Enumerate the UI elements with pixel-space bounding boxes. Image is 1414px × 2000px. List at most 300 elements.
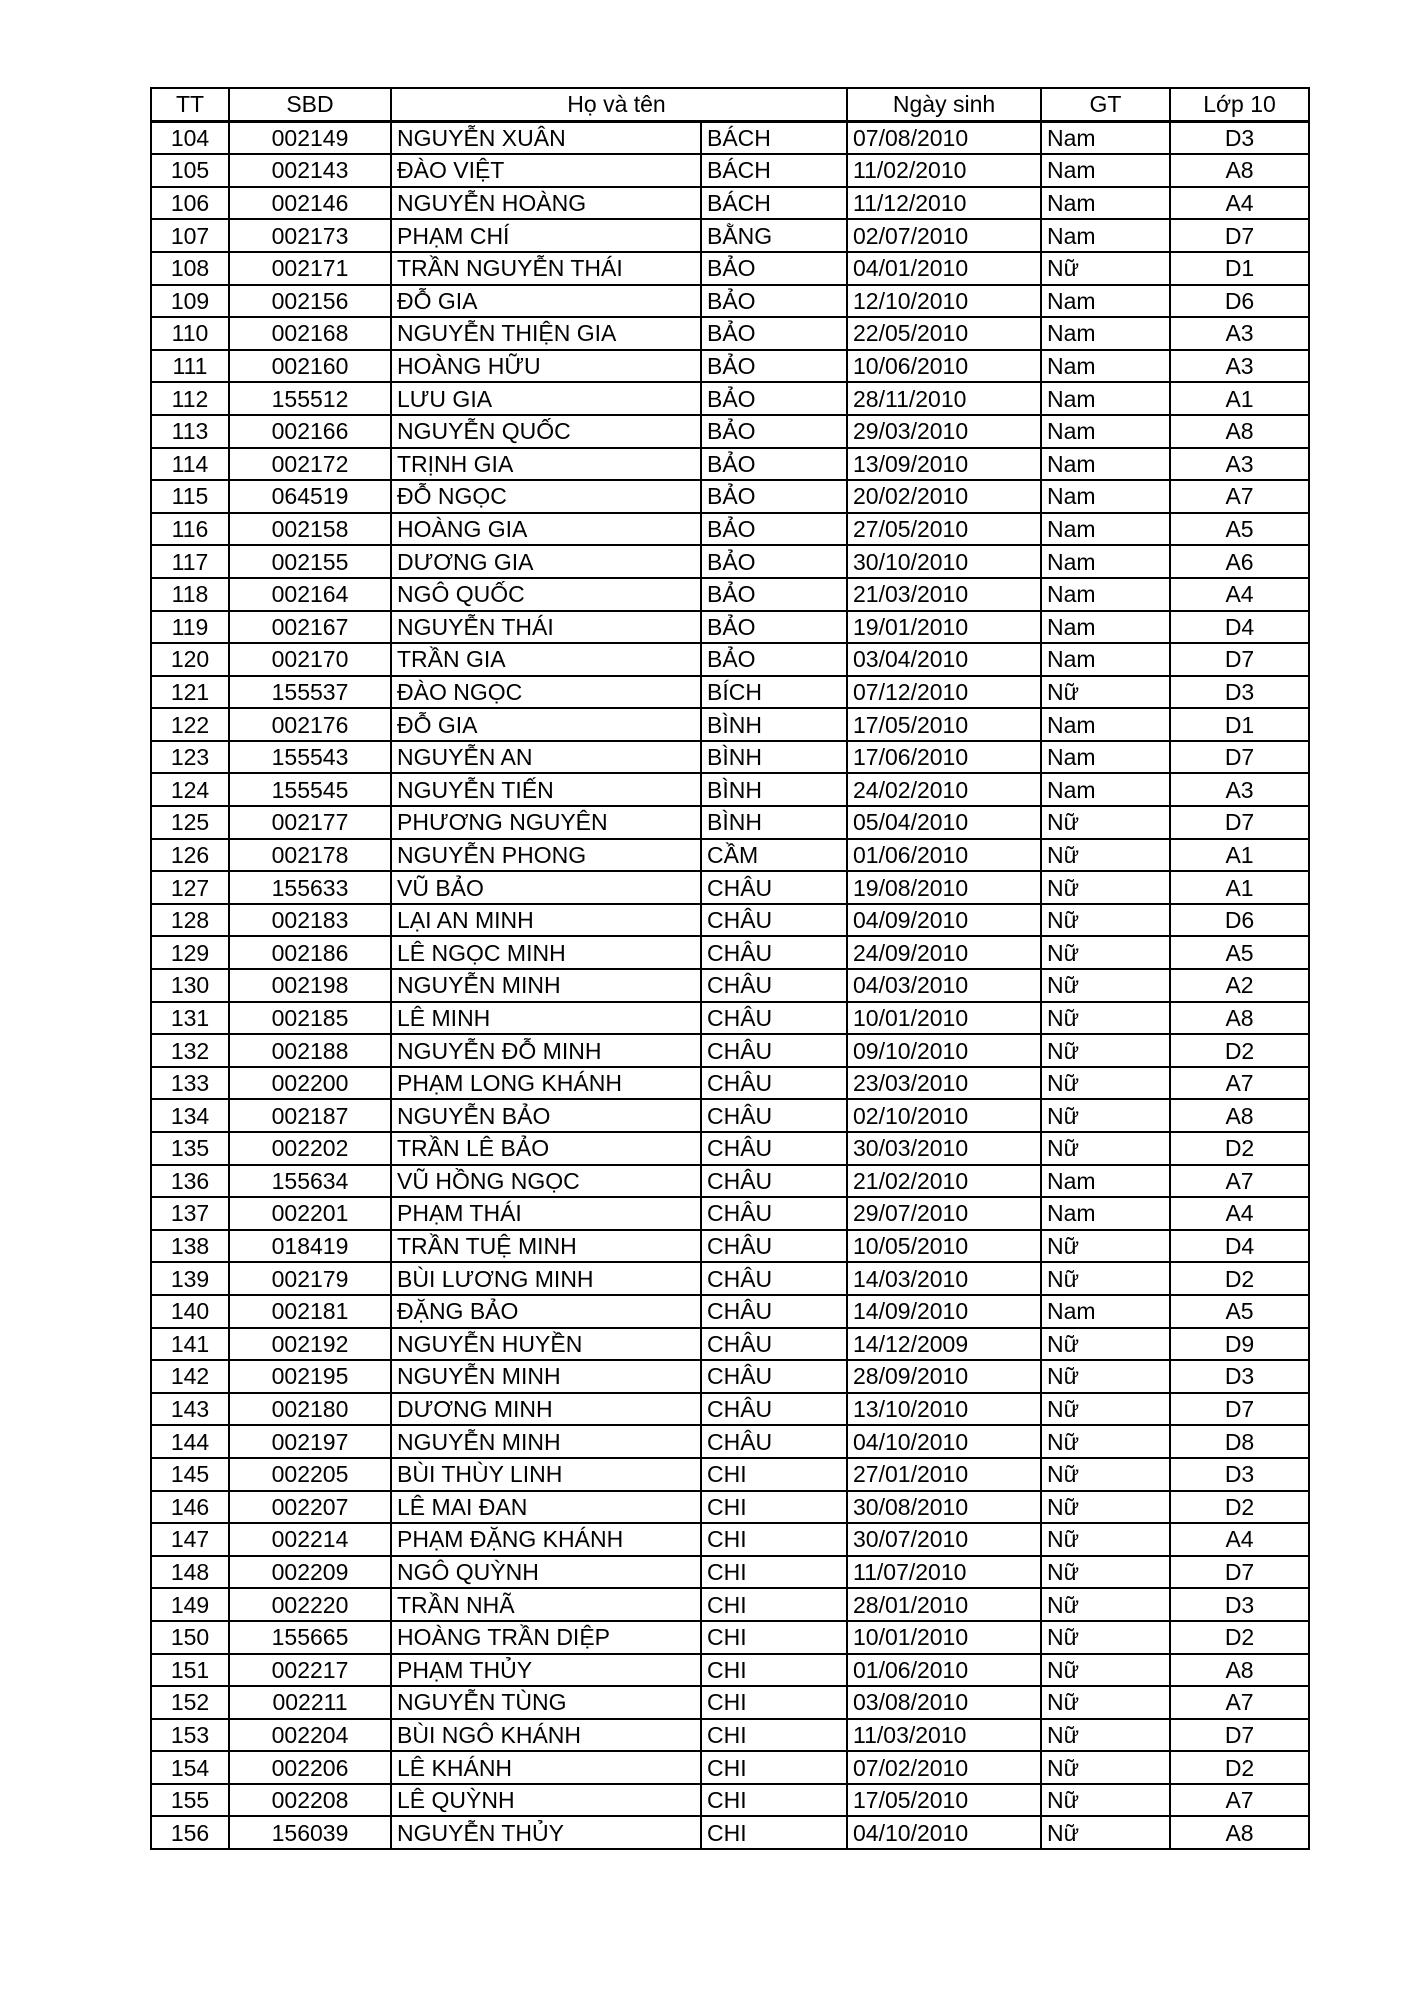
cell-ho-dem: DƯƠNG MINH bbox=[391, 1393, 701, 1426]
cell-ho-dem: NGUYỄN THỦY bbox=[391, 1816, 701, 1849]
cell-lop: D2 bbox=[1170, 1132, 1309, 1165]
cell-tt: 110 bbox=[151, 317, 229, 350]
cell-ten: CHÂU bbox=[701, 1360, 847, 1393]
cell-lop: D1 bbox=[1170, 708, 1309, 741]
cell-ten: CHÂU bbox=[701, 1425, 847, 1458]
cell-ten: CHI bbox=[701, 1719, 847, 1752]
table-row bbox=[151, 545, 1309, 578]
cell-sbd: 002170 bbox=[229, 643, 391, 676]
cell-ngay-sinh: 30/07/2010 bbox=[847, 1523, 1041, 1556]
cell-tt: 120 bbox=[151, 643, 229, 676]
cell-sbd: 002192 bbox=[229, 1328, 391, 1361]
cell-tt: 117 bbox=[151, 545, 229, 578]
cell-lop: A4 bbox=[1170, 1197, 1309, 1230]
cell-sbd: 002155 bbox=[229, 545, 391, 578]
header-gt: GT bbox=[1041, 88, 1170, 121]
cell-sbd: 002188 bbox=[229, 1034, 391, 1067]
cell-ngay-sinh: 22/05/2010 bbox=[847, 317, 1041, 350]
cell-ngay-sinh: 11/07/2010 bbox=[847, 1556, 1041, 1589]
cell-ngay-sinh: 19/01/2010 bbox=[847, 611, 1041, 644]
cell-gt: Nữ bbox=[1041, 1686, 1170, 1719]
cell-ngay-sinh: 10/05/2010 bbox=[847, 1230, 1041, 1263]
cell-ho-dem: NGUYỄN MINH bbox=[391, 1425, 701, 1458]
cell-ten: BẢO bbox=[701, 545, 847, 578]
cell-tt: 139 bbox=[151, 1262, 229, 1295]
cell-sbd: 155512 bbox=[229, 382, 391, 415]
cell-ten: CẦM bbox=[701, 839, 847, 872]
cell-lop: A3 bbox=[1170, 773, 1309, 806]
cell-sbd: 155537 bbox=[229, 676, 391, 709]
cell-gt: Nữ bbox=[1041, 969, 1170, 1002]
table-row bbox=[151, 1719, 1309, 1752]
cell-sbd: 002186 bbox=[229, 936, 391, 969]
cell-ngay-sinh: 07/02/2010 bbox=[847, 1751, 1041, 1784]
cell-lop: D6 bbox=[1170, 285, 1309, 318]
table-row bbox=[151, 1523, 1309, 1556]
header-sbd: SBD bbox=[229, 88, 391, 121]
table-row bbox=[151, 1132, 1309, 1165]
cell-ten: CHÂU bbox=[701, 1165, 847, 1198]
cell-ngay-sinh: 04/01/2010 bbox=[847, 252, 1041, 285]
cell-lop: A1 bbox=[1170, 839, 1309, 872]
cell-tt: 126 bbox=[151, 839, 229, 872]
cell-sbd: 155634 bbox=[229, 1165, 391, 1198]
table-row bbox=[151, 1197, 1309, 1230]
cell-tt: 154 bbox=[151, 1751, 229, 1784]
table-row bbox=[151, 871, 1309, 904]
cell-gt: Nữ bbox=[1041, 904, 1170, 937]
table-row bbox=[151, 1262, 1309, 1295]
cell-lop: A7 bbox=[1170, 1686, 1309, 1719]
cell-ngay-sinh: 11/12/2010 bbox=[847, 187, 1041, 220]
cell-gt: Nữ bbox=[1041, 839, 1170, 872]
cell-lop: D9 bbox=[1170, 1328, 1309, 1361]
table-row bbox=[151, 1621, 1309, 1654]
table-row bbox=[151, 806, 1309, 839]
cell-ho-dem: NGUYỄN AN bbox=[391, 741, 701, 774]
cell-sbd: 002160 bbox=[229, 350, 391, 383]
cell-ho-dem: ĐẶNG BẢO bbox=[391, 1295, 701, 1328]
cell-gt: Nam bbox=[1041, 317, 1170, 350]
cell-ten: CHI bbox=[701, 1686, 847, 1719]
cell-gt: Nam bbox=[1041, 545, 1170, 578]
cell-ten: CHÂU bbox=[701, 1132, 847, 1165]
cell-ho-dem: NGUYỄN HUYỀN bbox=[391, 1328, 701, 1361]
cell-tt: 148 bbox=[151, 1556, 229, 1589]
cell-lop: D2 bbox=[1170, 1751, 1309, 1784]
table-row bbox=[151, 773, 1309, 806]
table-row bbox=[151, 187, 1309, 220]
cell-ngay-sinh: 28/09/2010 bbox=[847, 1360, 1041, 1393]
cell-tt: 125 bbox=[151, 806, 229, 839]
cell-sbd: 002214 bbox=[229, 1523, 391, 1556]
cell-lop: A5 bbox=[1170, 513, 1309, 546]
cell-ten: BẢO bbox=[701, 382, 847, 415]
cell-gt: Nữ bbox=[1041, 1816, 1170, 1849]
cell-ngay-sinh: 13/10/2010 bbox=[847, 1393, 1041, 1426]
cell-ngay-sinh: 30/08/2010 bbox=[847, 1491, 1041, 1524]
cell-lop: A3 bbox=[1170, 317, 1309, 350]
cell-lop: D4 bbox=[1170, 611, 1309, 644]
cell-tt: 153 bbox=[151, 1719, 229, 1752]
cell-lop: D3 bbox=[1170, 121, 1309, 154]
cell-gt: Nam bbox=[1041, 219, 1170, 252]
cell-ngay-sinh: 14/03/2010 bbox=[847, 1262, 1041, 1295]
table-row bbox=[151, 1002, 1309, 1035]
cell-gt: Nữ bbox=[1041, 1067, 1170, 1100]
cell-ngay-sinh: 21/03/2010 bbox=[847, 578, 1041, 611]
cell-ho-dem: VŨ BẢO bbox=[391, 871, 701, 904]
cell-ho-dem: NGUYỄN TIẾN bbox=[391, 773, 701, 806]
cell-lop: D2 bbox=[1170, 1621, 1309, 1654]
cell-ngay-sinh: 24/09/2010 bbox=[847, 936, 1041, 969]
cell-ngay-sinh: 14/09/2010 bbox=[847, 1295, 1041, 1328]
cell-gt: Nam bbox=[1041, 578, 1170, 611]
cell-ngay-sinh: 29/03/2010 bbox=[847, 415, 1041, 448]
cell-lop: A4 bbox=[1170, 578, 1309, 611]
cell-sbd: 002178 bbox=[229, 839, 391, 872]
cell-lop: A5 bbox=[1170, 936, 1309, 969]
cell-ho-dem: LƯU GIA bbox=[391, 382, 701, 415]
table-row bbox=[151, 480, 1309, 513]
cell-lop: D7 bbox=[1170, 1393, 1309, 1426]
cell-gt: Nam bbox=[1041, 611, 1170, 644]
cell-lop: D1 bbox=[1170, 252, 1309, 285]
cell-ten: BẢO bbox=[701, 252, 847, 285]
cell-lop: A8 bbox=[1170, 1099, 1309, 1132]
cell-tt: 111 bbox=[151, 350, 229, 383]
cell-gt: Nam bbox=[1041, 187, 1170, 220]
cell-lop: D2 bbox=[1170, 1491, 1309, 1524]
table-row bbox=[151, 1458, 1309, 1491]
cell-lop: A3 bbox=[1170, 448, 1309, 481]
cell-tt: 105 bbox=[151, 154, 229, 187]
cell-sbd: 002180 bbox=[229, 1393, 391, 1426]
cell-ten: BẰNG bbox=[701, 219, 847, 252]
cell-sbd: 002217 bbox=[229, 1654, 391, 1687]
cell-sbd: 002209 bbox=[229, 1556, 391, 1589]
cell-ngay-sinh: 30/03/2010 bbox=[847, 1132, 1041, 1165]
cell-tt: 122 bbox=[151, 708, 229, 741]
cell-ngay-sinh: 27/01/2010 bbox=[847, 1458, 1041, 1491]
cell-ho-dem: TRẦN NGUYỄN THÁI bbox=[391, 252, 701, 285]
table-row bbox=[151, 317, 1309, 350]
cell-ten: BẢO bbox=[701, 415, 847, 448]
cell-ngay-sinh: 04/10/2010 bbox=[847, 1816, 1041, 1849]
table-row bbox=[151, 350, 1309, 383]
cell-sbd: 002171 bbox=[229, 252, 391, 285]
cell-tt: 124 bbox=[151, 773, 229, 806]
header-lop: Lớp 10 bbox=[1170, 88, 1309, 121]
cell-sbd: 018419 bbox=[229, 1230, 391, 1263]
cell-gt: Nữ bbox=[1041, 806, 1170, 839]
cell-ngay-sinh: 04/10/2010 bbox=[847, 1425, 1041, 1458]
cell-tt: 131 bbox=[151, 1002, 229, 1035]
cell-lop: A7 bbox=[1170, 1067, 1309, 1100]
cell-gt: Nam bbox=[1041, 773, 1170, 806]
cell-gt: Nam bbox=[1041, 1295, 1170, 1328]
cell-ho-dem: NGUYỄN QUỐC bbox=[391, 415, 701, 448]
cell-ho-dem: NGÔ QUỐC bbox=[391, 578, 701, 611]
cell-lop: A4 bbox=[1170, 187, 1309, 220]
cell-ten: CHÂU bbox=[701, 904, 847, 937]
cell-lop: A8 bbox=[1170, 1002, 1309, 1035]
cell-tt: 149 bbox=[151, 1588, 229, 1621]
cell-ho-dem: HOÀNG GIA bbox=[391, 513, 701, 546]
cell-ten: BÌNH bbox=[701, 773, 847, 806]
cell-sbd: 002197 bbox=[229, 1425, 391, 1458]
cell-lop: D7 bbox=[1170, 219, 1309, 252]
cell-sbd: 002179 bbox=[229, 1262, 391, 1295]
cell-tt: 138 bbox=[151, 1230, 229, 1263]
cell-ho-dem: ĐỖ GIA bbox=[391, 285, 701, 318]
table-row bbox=[151, 676, 1309, 709]
cell-sbd: 002167 bbox=[229, 611, 391, 644]
cell-ho-dem: BÙI LƯƠNG MINH bbox=[391, 1262, 701, 1295]
cell-ten: BẢO bbox=[701, 513, 847, 546]
cell-sbd: 002164 bbox=[229, 578, 391, 611]
cell-ngay-sinh: 30/10/2010 bbox=[847, 545, 1041, 578]
cell-ten: BÌNH bbox=[701, 806, 847, 839]
table-row bbox=[151, 643, 1309, 676]
cell-ho-dem: NGUYỄN THÁI bbox=[391, 611, 701, 644]
cell-ngay-sinh: 28/01/2010 bbox=[847, 1588, 1041, 1621]
cell-sbd: 155665 bbox=[229, 1621, 391, 1654]
cell-lop: A8 bbox=[1170, 415, 1309, 448]
cell-sbd: 155543 bbox=[229, 741, 391, 774]
cell-lop: D7 bbox=[1170, 806, 1309, 839]
cell-gt: Nữ bbox=[1041, 676, 1170, 709]
header-ho-va-ten: Họ và tên bbox=[391, 88, 847, 121]
cell-lop: A4 bbox=[1170, 1523, 1309, 1556]
cell-tt: 133 bbox=[151, 1067, 229, 1100]
table-row bbox=[151, 1360, 1309, 1393]
table-row bbox=[151, 1556, 1309, 1589]
cell-tt: 129 bbox=[151, 936, 229, 969]
cell-lop: A3 bbox=[1170, 350, 1309, 383]
cell-ten: BÍCH bbox=[701, 676, 847, 709]
cell-gt: Nữ bbox=[1041, 1751, 1170, 1784]
cell-gt: Nữ bbox=[1041, 1719, 1170, 1752]
cell-ten: CHI bbox=[701, 1458, 847, 1491]
cell-gt: Nữ bbox=[1041, 1230, 1170, 1263]
table-row bbox=[151, 1425, 1309, 1458]
table-header bbox=[151, 88, 1309, 121]
cell-gt: Nữ bbox=[1041, 1262, 1170, 1295]
cell-ngay-sinh: 17/06/2010 bbox=[847, 741, 1041, 774]
cell-ho-dem: LÊ MAI ĐAN bbox=[391, 1491, 701, 1524]
cell-gt: Nữ bbox=[1041, 1588, 1170, 1621]
table-row bbox=[151, 1491, 1309, 1524]
header-tt: TT bbox=[151, 88, 229, 121]
cell-lop: D8 bbox=[1170, 1425, 1309, 1458]
cell-ten: CHÂU bbox=[701, 1034, 847, 1067]
cell-gt: Nữ bbox=[1041, 1099, 1170, 1132]
cell-tt: 118 bbox=[151, 578, 229, 611]
cell-ho-dem: NGUYỄN MINH bbox=[391, 1360, 701, 1393]
cell-sbd: 002158 bbox=[229, 513, 391, 546]
cell-tt: 108 bbox=[151, 252, 229, 285]
cell-gt: Nam bbox=[1041, 643, 1170, 676]
cell-ho-dem: NGUYỄN PHONG bbox=[391, 839, 701, 872]
cell-gt: Nam bbox=[1041, 285, 1170, 318]
cell-tt: 150 bbox=[151, 1621, 229, 1654]
cell-sbd: 002195 bbox=[229, 1360, 391, 1393]
cell-ten: CHÂU bbox=[701, 936, 847, 969]
cell-sbd: 002143 bbox=[229, 154, 391, 187]
table-row bbox=[151, 936, 1309, 969]
cell-ten: CHI bbox=[701, 1523, 847, 1556]
table-row bbox=[151, 741, 1309, 774]
cell-ho-dem: NGUYỄN MINH bbox=[391, 969, 701, 1002]
cell-ten: CHÂU bbox=[701, 1328, 847, 1361]
cell-sbd: 002187 bbox=[229, 1099, 391, 1132]
cell-ho-dem: NGUYỄN THIỆN GIA bbox=[391, 317, 701, 350]
cell-ngay-sinh: 24/02/2010 bbox=[847, 773, 1041, 806]
cell-gt: Nam bbox=[1041, 448, 1170, 481]
cell-ten: CHI bbox=[701, 1816, 847, 1849]
cell-ngay-sinh: 17/05/2010 bbox=[847, 708, 1041, 741]
cell-ten: CHÂU bbox=[701, 1230, 847, 1263]
cell-ngay-sinh: 03/04/2010 bbox=[847, 643, 1041, 676]
cell-sbd: 155545 bbox=[229, 773, 391, 806]
cell-ho-dem: NGUYỄN BẢO bbox=[391, 1099, 701, 1132]
cell-ngay-sinh: 01/06/2010 bbox=[847, 1654, 1041, 1687]
cell-gt: Nam bbox=[1041, 154, 1170, 187]
cell-ho-dem: BÙI THÙY LINH bbox=[391, 1458, 701, 1491]
cell-sbd: 002198 bbox=[229, 969, 391, 1002]
cell-gt: Nam bbox=[1041, 1197, 1170, 1230]
cell-tt: 156 bbox=[151, 1816, 229, 1849]
cell-lop: A8 bbox=[1170, 1816, 1309, 1849]
cell-tt: 113 bbox=[151, 415, 229, 448]
cell-lop: D4 bbox=[1170, 1230, 1309, 1263]
cell-lop: D7 bbox=[1170, 741, 1309, 774]
cell-ho-dem: NGUYỄN TÙNG bbox=[391, 1686, 701, 1719]
cell-sbd: 002183 bbox=[229, 904, 391, 937]
cell-ho-dem: LÊ MINH bbox=[391, 1002, 701, 1035]
table-row bbox=[151, 1034, 1309, 1067]
cell-tt: 114 bbox=[151, 448, 229, 481]
cell-lop: D3 bbox=[1170, 1360, 1309, 1393]
cell-ngay-sinh: 10/01/2010 bbox=[847, 1621, 1041, 1654]
cell-sbd: 002207 bbox=[229, 1491, 391, 1524]
cell-lop: A1 bbox=[1170, 382, 1309, 415]
cell-lop: A2 bbox=[1170, 969, 1309, 1002]
cell-ho-dem: BÙI NGÔ KHÁNH bbox=[391, 1719, 701, 1752]
cell-ten: CHÂU bbox=[701, 969, 847, 1002]
table-row bbox=[151, 1816, 1309, 1849]
cell-ho-dem: PHẠM ĐẶNG KHÁNH bbox=[391, 1523, 701, 1556]
table-row bbox=[151, 154, 1309, 187]
cell-lop: D7 bbox=[1170, 1556, 1309, 1589]
cell-ten: CHI bbox=[701, 1588, 847, 1621]
cell-ngay-sinh: 14/12/2009 bbox=[847, 1328, 1041, 1361]
table-row bbox=[151, 839, 1309, 872]
table-row bbox=[151, 708, 1309, 741]
cell-ho-dem: HOÀNG HỮU bbox=[391, 350, 701, 383]
table-row bbox=[151, 1295, 1309, 1328]
cell-lop: D3 bbox=[1170, 1588, 1309, 1621]
cell-sbd: 155633 bbox=[229, 871, 391, 904]
student-list-table bbox=[150, 87, 1310, 1850]
cell-ngay-sinh: 01/06/2010 bbox=[847, 839, 1041, 872]
cell-ngay-sinh: 02/07/2010 bbox=[847, 219, 1041, 252]
cell-tt: 141 bbox=[151, 1328, 229, 1361]
cell-ngay-sinh: 10/01/2010 bbox=[847, 1002, 1041, 1035]
cell-tt: 109 bbox=[151, 285, 229, 318]
table-row bbox=[151, 1751, 1309, 1784]
cell-gt: Nữ bbox=[1041, 1034, 1170, 1067]
cell-tt: 145 bbox=[151, 1458, 229, 1491]
table-row bbox=[151, 611, 1309, 644]
table-row bbox=[151, 415, 1309, 448]
table-body bbox=[151, 121, 1309, 1849]
cell-lop: D3 bbox=[1170, 1458, 1309, 1491]
cell-sbd: 002173 bbox=[229, 219, 391, 252]
cell-gt: Nữ bbox=[1041, 1654, 1170, 1687]
cell-ngay-sinh: 07/08/2010 bbox=[847, 121, 1041, 154]
cell-sbd: 002211 bbox=[229, 1686, 391, 1719]
cell-tt: 155 bbox=[151, 1784, 229, 1817]
cell-sbd: 002156 bbox=[229, 285, 391, 318]
table-row bbox=[151, 1784, 1309, 1817]
cell-gt: Nam bbox=[1041, 513, 1170, 546]
cell-gt: Nam bbox=[1041, 741, 1170, 774]
cell-gt: Nam bbox=[1041, 1165, 1170, 1198]
cell-tt: 142 bbox=[151, 1360, 229, 1393]
cell-ngay-sinh: 23/03/2010 bbox=[847, 1067, 1041, 1100]
cell-ngay-sinh: 04/03/2010 bbox=[847, 969, 1041, 1002]
cell-tt: 107 bbox=[151, 219, 229, 252]
cell-ngay-sinh: 07/12/2010 bbox=[847, 676, 1041, 709]
cell-ten: CHÂU bbox=[701, 1197, 847, 1230]
cell-ho-dem: NGÔ QUỲNH bbox=[391, 1556, 701, 1589]
cell-tt: 134 bbox=[151, 1099, 229, 1132]
cell-ho-dem: PHẠM LONG KHÁNH bbox=[391, 1067, 701, 1100]
cell-ten: BẢO bbox=[701, 578, 847, 611]
cell-tt: 137 bbox=[151, 1197, 229, 1230]
cell-ngay-sinh: 21/02/2010 bbox=[847, 1165, 1041, 1198]
cell-gt: Nữ bbox=[1041, 1556, 1170, 1589]
table-row bbox=[151, 252, 1309, 285]
cell-ho-dem: ĐÀO NGỌC bbox=[391, 676, 701, 709]
cell-ten: BẢO bbox=[701, 643, 847, 676]
cell-lop: D2 bbox=[1170, 1262, 1309, 1295]
cell-tt: 104 bbox=[151, 121, 229, 154]
cell-ho-dem: TRẦN TUỆ MINH bbox=[391, 1230, 701, 1263]
cell-tt: 112 bbox=[151, 382, 229, 415]
cell-gt: Nam bbox=[1041, 415, 1170, 448]
cell-ho-dem: LÊ QUỲNH bbox=[391, 1784, 701, 1817]
table-row bbox=[151, 1393, 1309, 1426]
cell-tt: 147 bbox=[151, 1523, 229, 1556]
cell-lop: A5 bbox=[1170, 1295, 1309, 1328]
cell-ho-dem: DƯƠNG GIA bbox=[391, 545, 701, 578]
cell-ho-dem: ĐÀO VIỆT bbox=[391, 154, 701, 187]
cell-ten: CHI bbox=[701, 1556, 847, 1589]
cell-sbd: 002177 bbox=[229, 806, 391, 839]
cell-tt: 140 bbox=[151, 1295, 229, 1328]
cell-gt: Nữ bbox=[1041, 1328, 1170, 1361]
cell-ten: CHI bbox=[701, 1654, 847, 1687]
cell-ten: CHÂU bbox=[701, 1099, 847, 1132]
cell-sbd: 002204 bbox=[229, 1719, 391, 1752]
cell-tt: 121 bbox=[151, 676, 229, 709]
cell-sbd: 156039 bbox=[229, 1816, 391, 1849]
table-row bbox=[151, 513, 1309, 546]
table-row bbox=[151, 1588, 1309, 1621]
